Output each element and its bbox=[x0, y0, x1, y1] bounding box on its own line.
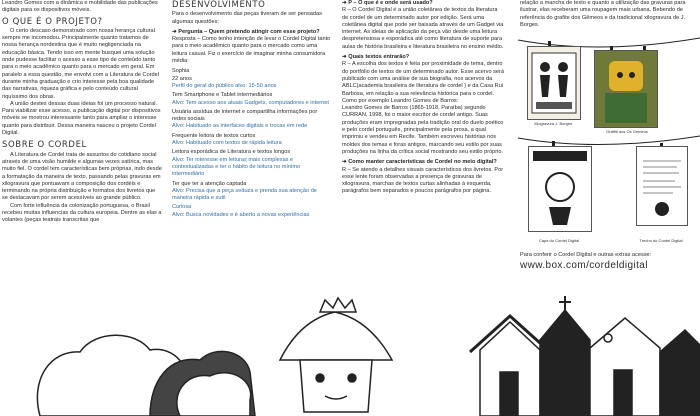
answer: R – A escolha dos textos é feita por proximidade de tema, dentro do portfólio de textos de um determinado autor. Esse acervo será publicado com uma análise de sua biografia, nos acervos da ABLC(academia brasileira de literatura de cordel ) e da Casa Rui Barbosa, em relação a sua relevância histórica para o cordel. Como por exemplo Leandro Gomes de Barros: bbox=[342, 61, 504, 104]
bush-icon bbox=[37, 335, 255, 416]
paragraph: O certo descaso demonstrado com nossa herança cultural sempre me incomodou. Principalmente quanto tratamos de nossa herança nordestina que é muito negligenciada na educação básica. Tendo isso em mente busquei uma solução onde pudesse facilitar o acesso a esse tipo de conteúdo tanto para o meio acadêmico quanto para o mercado em geral. Em paralelo a essa questão, me envolvi com a Literatura de Cordel durante minha graduação e crio interesse pela boa qualidade das narrativas, riqueza gráfica e pelo conteúdo cultural riquíssimo dos obras. bbox=[2, 27, 160, 100]
persona-line: Alvo: Habituado as interfaces digitais e trocas em rede bbox=[172, 123, 308, 130]
persona-name: Sophia bbox=[172, 68, 190, 75]
caption: Xilogravura J. Borges bbox=[533, 121, 573, 126]
village-houses bbox=[470, 296, 700, 416]
cangaceiro-character bbox=[280, 298, 392, 412]
answer: R – Se atendo a detalhes visuais característicos dos livretos. Por esse lente foram observadas a presença de gravuras de xilogravura, marchas de textos curtas alinhadas à esquerda, parágrafos bem separados e poucos parágrafos por página. bbox=[342, 166, 504, 195]
persona-line: Alvo: Precisa que a peça seduza e prenda sua atenção de maneira rápida e sutil bbox=[172, 187, 317, 202]
paragraph: relação a mancha de texto e quanto a utilização das gravuras para ilustrar, elas receberam uma roupagem mais urbana. Bebendo de referência do grafite dos Gêmeos e da tradicional xilogravura de J. Borges. bbox=[520, 0, 686, 28]
heading-desenvolvimento: DESENVOLVIMENTO bbox=[172, 0, 266, 10]
persona-age: 22 anos bbox=[172, 75, 192, 82]
heading-o-que-e: O QUE É O PROJETO? bbox=[2, 16, 103, 27]
cta-url[interactable]: www.box.com/cordeldigital bbox=[520, 260, 648, 272]
persona-line: Perfil do geral do público alvo: 15-50 anos bbox=[172, 82, 277, 89]
answer: Resposta – Como tenho intenção de levar o Cordel Digital tanto para o meio acadêmico quanto para o mercado como uma leitura casual. Fiz o exercício de imaginar minha consumidora média: bbox=[172, 36, 331, 65]
question: ➜ P – O que é e onde será usado? bbox=[342, 0, 433, 6]
answer: R – O Cordel Digital é a união coletânea de textos da literatura de cordel de um determinado autor por edição. Será uma coletânea digital que pode ser baixada através de um Gadget via internet. As ideias de aplicação da peça vão desde uma leitura despretensiosa e esporádica até como literatura de suporte para aulas de história brasileira e literatura brasileira no ensino médio. bbox=[342, 7, 504, 50]
persona-line: Ter que ter a atenção captada bbox=[172, 180, 247, 187]
persona-line: Curiosa bbox=[172, 204, 192, 211]
heading-sobre-o-cordel: SOBRE O CORDEL bbox=[2, 140, 87, 151]
paragraph: Com forte influência da colonização portuguesa, o Brasil recebeu muitas influencias da cultura europeia. Dentre as elas a volantes (peças teatrais transcritas que bbox=[2, 202, 162, 224]
persona-line: Alvo: Habituado com textos de rápida leitura bbox=[172, 140, 282, 147]
persona-line: Alvo: Busca novidades e é aberto a novas experiências bbox=[172, 211, 310, 218]
caption: Trecho do Cordel Digital bbox=[639, 238, 683, 243]
question: ➜ Pergunta – Quem pretendo atingir com esse projeto? bbox=[172, 28, 320, 35]
cta-text: Para conferir o Cordel Digital e outras extras acesse: bbox=[520, 252, 652, 258]
question: ➜ Quais textos entrarão? bbox=[342, 54, 410, 61]
paragraph: A união destes dessas duas ideias foi um processo natural. Para viabilizar esse acesso, a publicação digital por dispositivos móveis se mostrou interessante tanto para ampliar o interesse quanto para distribuir. Dessa maneira nasceu o projeto Cordel Digital. bbox=[2, 100, 161, 137]
persona-line: Frequente leitora de textos curtos bbox=[172, 132, 256, 139]
persona-line: Leitora esporádica de Literatura e textos longos bbox=[172, 149, 291, 156]
answer: Leandro Gomes de Barros (1865-1918, Paraíba) segundo CURRAN, 1998, foi o maior escritor de cordel antigo. Suas produções eram impregnadas pela tradição oral do duelo poético e pelo cordel português, principalmente pela prosa, a qual imprimiu e vendeu em Recife. Também escreveu histórias nos moldes dos temas e foras antigos, marcando seu estilo por suas produções na linha da crítica social mostrando seu estilo próprio. bbox=[342, 105, 504, 155]
paragraph: Para o desenvolvimento das peças tiveram de ser pensadas algumas questões: bbox=[172, 11, 322, 25]
persona-line: Usuária assídua de internet e compartilha informações por redes sociais bbox=[172, 108, 318, 123]
question: ➜ Como manter características de Cordel no meio digital? bbox=[342, 159, 497, 166]
persona-line: Alvo: Tem acesso aos atuais Gadgets, computadores e internet bbox=[172, 99, 329, 106]
caption: Graffiti dos Os Gemeos bbox=[606, 129, 648, 134]
persona-line: Tem Smartphone e Tablet intermediários bbox=[172, 92, 273, 99]
caption: Capa do Cordel Digital bbox=[538, 238, 580, 243]
persona-line: Alvo: Ter interesse em leituras mais complexas e contextualizadas e ter o hábito de leitura no mínimo intermediário bbox=[172, 156, 301, 178]
intro-text: Leandro Gomes com a dinâmica e mobilidade das publicações digitais para os dispositivos móveis. bbox=[2, 0, 158, 14]
paragraph: A Literatura de Cordel trata de assuntos do cotidiano social através de uma visão humilde e algumas vezes satírica, mas muito fiel. O cordel tem características bem próprias, indo desde a formatação da maneira de texto, passando pelas gravuras em xilogravura que pontuavam a composição dos cordéis e terminando na própria distribuição e formatos dos livretos que se destacavam por serem acessíveis ao grande público. bbox=[2, 151, 162, 202]
